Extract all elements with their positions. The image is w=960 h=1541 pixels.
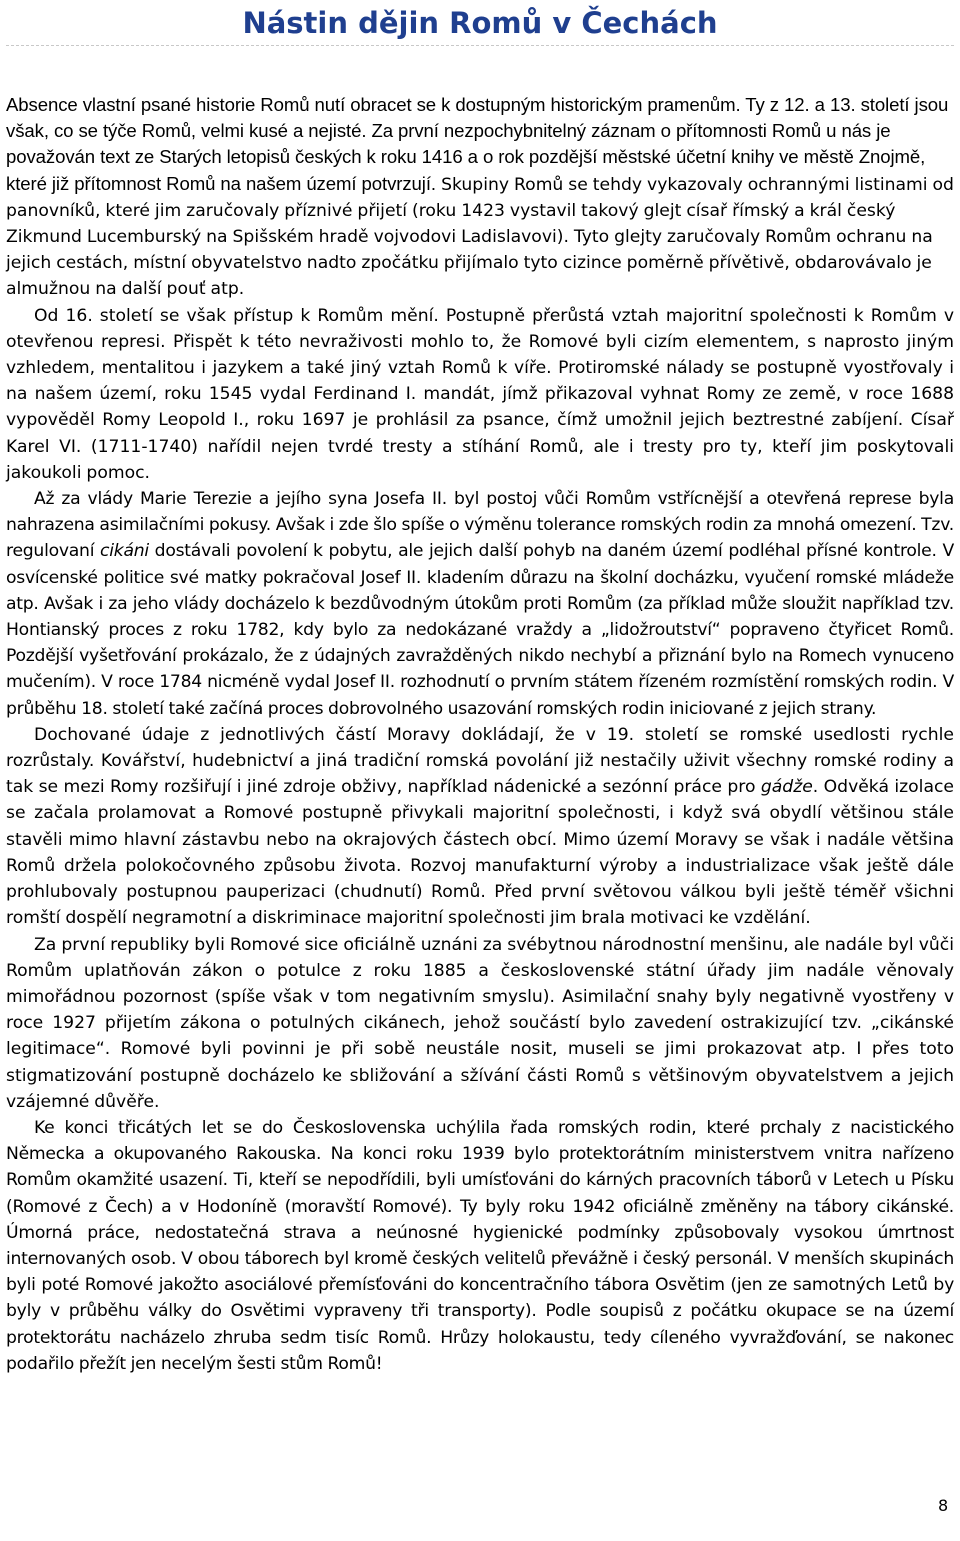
paragraph — [6, 722, 954, 932]
paragraph — [6, 486, 954, 722]
paragraph-text: Dochované údaje z jednotlivých částí Moravy dokládají, že v 19. století se romské usedlosti rychle rozrůstaly. Kovářství, hudebnictví a jiná tradiční romská povolání již nestačily uživit všechny romské rodiny a tak se mezi Romy rozšiřují i jiné zdroje obživy, například nádenické a sezónní práce pro — [6, 724, 954, 798]
paragraph-text: Za první republiky byli Romové sice oficiálně uznáni za svébytnou národnostní menšinu, ale nadále byl vůči Romům uplatňován zákon o potulce z roku 1885 a československé státní úřady jim nadále věnovaly mimořádnou pozornost (spíše však v tom negativním smyslu). Asimilační snahy byly negativně vyostřeny v roce 1927 přijetím zákona o potulných cikánech, jehož součástí bylo zavedení ostrakizující tzv. „cikánské legitimace“. Romové byli povinni je při sobě neustále nosit, museli se jimi prokazovat atp. I přes toto stigmatizování postupně docházelo ke sbližování a sžívání části Romů s většinovým obyvatelstvem a jejich vzájemné důvěře. — [6, 934, 954, 1112]
document-body — [6, 92, 954, 1377]
italic-term: gádže — [760, 777, 813, 798]
paragraph — [6, 1115, 954, 1377]
paragraph — [6, 932, 954, 1115]
paragraph-text: . Odvěká izolace se začala prolamovat a Romové postupně přivykali majoritní společnosti, i když svá obydlí většinou stále stavěli mimo hlavní zástavbu nebo na okrajových částech obcí. Mimo území Moravy se však i nadále většina Romů držela polokočovného způsobu života. Rozvoj manufakturní výroby a industrializace však ještě dále prohlubovaly postupnou pauperizaci (chudnutí) Romů. Před první světovou válkou byli ještě téměř všichni romští dospělí negramotní a diskriminace majoritní společnosti jim brala motivaci ke vzdělání. — [6, 777, 955, 929]
paragraph-text: Až za vlády Marie Terezie a jejího syna Josefa II. byl postoj vůči Romům vstřícnější a otevřená represe byla nahrazena asimilačními pokusy. Avšak i zde šlo spíše o výměnu tolerance romských rodin za mnohá omezení. Tzv. regulovaní — [6, 489, 954, 562]
paragraph-text: Absence vlastní psané historie Romů nutí obracet se k dostupným historickým pramenům. Ty z 12. a 13. století jsou však, co se týče Romů, velmi kusé a nejisté. Za první nezpochybnitelný záznam o přítomnosti Romů u nás je považován text ze Starých letopisů českých k roku 1416 a o rok pozdější městské účetní knihy ve městě Znojmě, které již přítomnost Romů na našem území potvrzují. — [6, 94, 949, 194]
paragraph — [6, 303, 954, 486]
italic-term: cikáni — [100, 541, 149, 562]
header-divider — [6, 45, 954, 46]
paragraph-text: Od 16. století se však přístup k Romům mění. Postupně přerůstá vztah majoritní společnosti k Romům v otevřenou represi. Přispět k této nevraživosti mohlo to, že Romové byli cizím elementem, s naprosto jiným vzhledem, mentalitou i jazykem a také jiný vztah Romů k víře. Protiromské nálady se postupně vyostřovaly i na našem území, roku 1545 vydal Ferdinand I. mandát, jímž přikazoval vyhnat Romy ze země, v roce 1688 vypověděl Romy Leopold I., roku 1697 je prohlásil za psance, čímž umožnil jejich beztrestné zabíjení. Císař Karel VI. (1711-1740) nařídil nejen tvrdé tresty a stíhání Romů, ale i tresty pro ty, kteří jim poskytovali jakoukoli pomoc. — [6, 305, 954, 483]
page-title: Nástin dějin Romů v Čechách — [242, 6, 718, 40]
paragraph-text: Ke konci třicátých let se do Československa uchýlila řada romských rodin, které prchaly z nacistického Německa a okupovaného Rakouska. Na konci roku 1939 bylo protektorátním ministerstvem vnitra nařízeno Romům okamžité usazení. Ti, kteří se nepodřídili, byli umísťováni do kárných pracovních táborů v Letech u Písku (Romové z Čech) a v Hodoníně (moravští Romové). Ty byly roku 1942 oficiálně změněny na tábory cikánské. Úmorná práce, nedostatečná strava a neúnosné hygienické podmínky způsobovaly vysokou úmrtnost internovaných osob. V obou táborech byl kromě českých velitelů převážně i český personál. V menších skupinách byli poté Romové jakožto asociálové přemísťováni do koncentračního tábora Osvětim (jen ze samotných Letů by byly v průběhu války do Osvětimi vypraveny tři transporty). Podle soupisů z počátku okupace se na území protektorátu nacházelo zhruba sedm tisíc Romů. Hrůzy holokaustu, tedy cíleného vyvražďování, se nakonec podařilo přežít jen necelým šesti stům Romů! — [6, 1117, 954, 1374]
paragraph-text: Skupiny Romů se tehdy vykazovaly ochrannými listinami od panovníků, které jim zaručovaly příznivé přijetí (roku 1423 vystavil takový glejt císař římský a král český Zikmund Lucemburský na Spišském hradě vojvodovi Ladislavovi). Tyto glejty zaručovaly Romům ochranu na jejich cestách, místní obyvatelstvo nadto zpočátku přijímalo tyto cizince poměrně přívětivě, obdarovávalo je almužnou na další pouť atp. — [6, 174, 954, 300]
page-number: 8 — [938, 1496, 949, 1515]
paragraph-text: dostávali povolení k pobytu, ale jejich další pohyb na daném území podléhal přísné kontrole. V osvícenské politice své matky pokračoval Josef II. kladením důrazu na školní docházku, vyučení romské mládeže atp. Avšak i za jeho vlády docházelo k bezdůvodným útokům proti Romům (za příklad může sloužit například tzv. Hontianský proces z roku 1782, kdy bylo za nedokázané vraždy a „lidožroutství“ popraveno čtyřicet Romů. Pozdější vyšetřování prokázalo, že z údajných zavražděných nikdo nechybí a přiznání bylo na Romech vynuceno mučením). V roce 1784 nicméně vydal Josef II. rozhodnutí o prvním státem řízeném rozmístění romských rodin. V průběhu 18. století také začíná proces dobrovolného usazování romských rodin iniciované z jejich strany. — [6, 541, 954, 719]
